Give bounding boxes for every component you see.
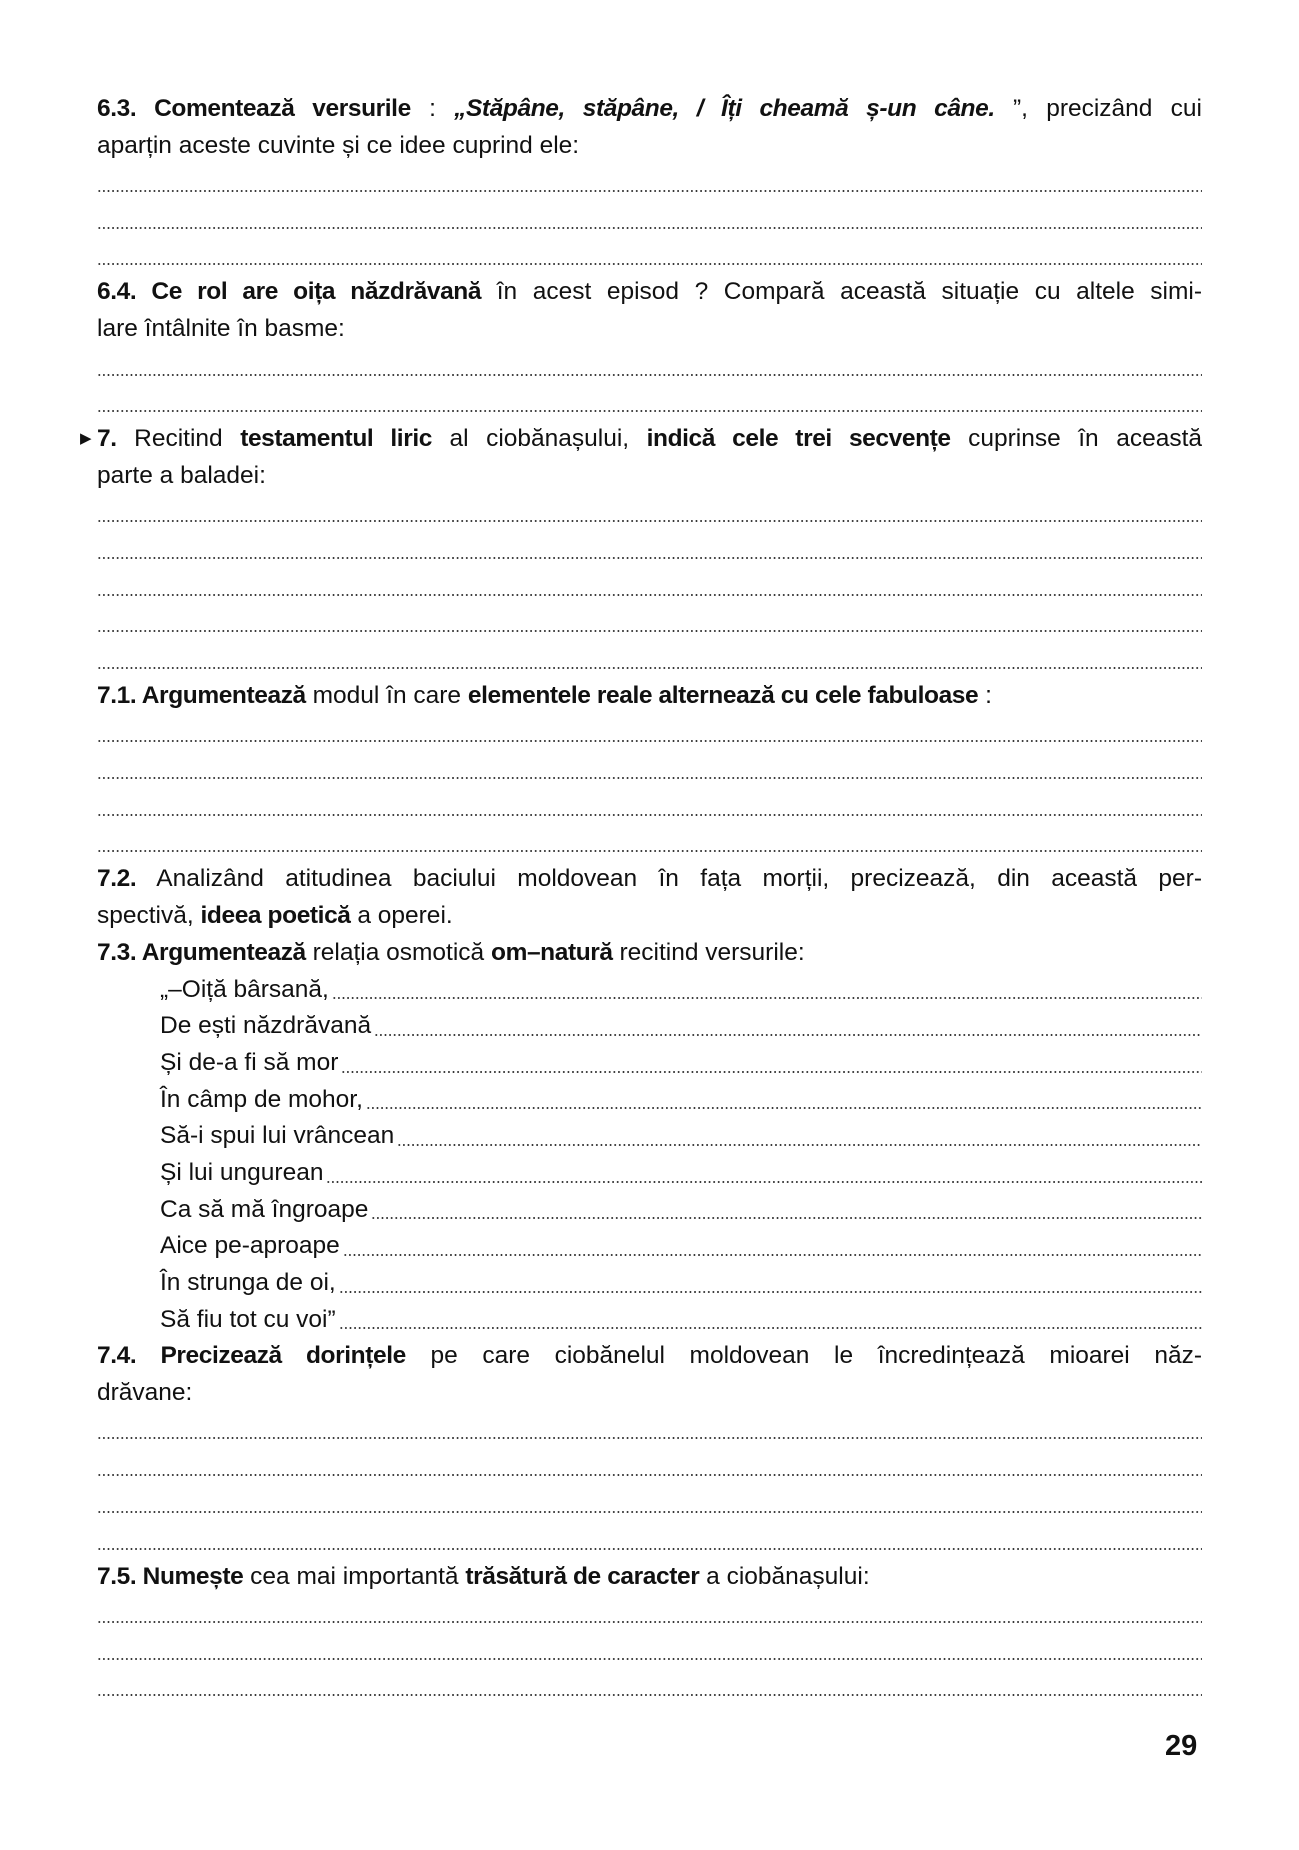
answer-line[interactable] [97, 1595, 1202, 1632]
emphasis-text: testamentul liric [240, 425, 432, 453]
text-segment: în acest episod ? Compară această situație cu altele simi- [496, 278, 1202, 306]
answer-line[interactable] [97, 568, 1202, 605]
verse-text: De ești năzdrăvană [160, 1012, 372, 1040]
worksheet-content [80, 91, 1203, 1705]
answer-line[interactable] [343, 1228, 1202, 1265]
verse-line[interactable] [97, 1118, 1202, 1155]
text-segment: Recitind [134, 425, 241, 453]
verse-line[interactable] [97, 1302, 1202, 1339]
text-segment: parte a baladei: [97, 461, 266, 489]
answer-line[interactable] [97, 825, 1202, 862]
question-text [97, 274, 1202, 311]
answer-line[interactable] [371, 1192, 1202, 1229]
text-segment: relația osmotică [312, 938, 491, 966]
answer-line[interactable] [339, 1302, 1202, 1339]
text-segment: : [429, 95, 455, 122]
question-text [97, 935, 1202, 972]
emphasis-text: 7. [97, 425, 117, 453]
verse-line[interactable] [97, 1155, 1202, 1192]
text-segment: al ciobănașului, [449, 425, 647, 453]
verse-text: Să fiu tot cu voi” [160, 1305, 336, 1333]
verse-text: În câmp de mohor, [160, 1085, 363, 1113]
answer-line[interactable] [397, 1118, 1202, 1155]
question-text [97, 311, 1202, 348]
answer-line[interactable] [97, 348, 1202, 385]
verse-line[interactable] [97, 1265, 1202, 1302]
verse-line[interactable] [97, 1008, 1202, 1045]
triangle-marker-icon: ▶ [80, 430, 92, 448]
emphasis-text: 7.5. Numește [97, 1562, 244, 1590]
verse-text: Să-i spui lui vrâncean [160, 1122, 395, 1150]
text-segment: a ciobănașului: [706, 1562, 870, 1590]
answer-line[interactable] [374, 1008, 1202, 1045]
text-segment: cea mai importantă [250, 1562, 466, 1590]
verse-line[interactable] [97, 1082, 1202, 1119]
answer-line[interactable] [97, 605, 1202, 642]
question-text [97, 91, 1202, 128]
emphasis-text: 6.4. Ce rol are oița năzdrăvană [97, 278, 482, 306]
answer-line[interactable] [332, 972, 1202, 1009]
verse-line[interactable] [97, 1228, 1202, 1265]
answer-line[interactable] [97, 788, 1202, 825]
text-segment: cuprinse în această [968, 425, 1203, 453]
question-text [97, 1375, 1202, 1412]
verse-text: Aice pe-aproape [160, 1232, 340, 1260]
emphasis-text: 7.4. Precizează dorințele [97, 1342, 406, 1370]
text-segment: modul în care [312, 682, 468, 709]
emphasis-text: indică cele trei secvențe [646, 425, 951, 453]
question-text [97, 128, 1202, 165]
emphasis-text: 7.1. Argumentează [97, 682, 306, 709]
answer-line[interactable] [341, 1045, 1202, 1082]
answer-line[interactable] [97, 238, 1202, 275]
verse-text: Și lui ungurean [160, 1158, 324, 1186]
answer-line[interactable] [339, 1265, 1202, 1302]
emphasis-text: 6.3. Comentează versurile [97, 95, 411, 122]
text-segment: recitind versurile: [619, 938, 805, 966]
emphasis-text: 7.2. [97, 865, 137, 893]
verse-line[interactable] [97, 1045, 1202, 1082]
answer-line[interactable] [97, 1448, 1202, 1485]
text-segment: aparțin aceste cuvinte și ce idee cuprind ele: [97, 131, 580, 159]
question-text [97, 861, 1202, 898]
text-segment: lare întâlnite în basme: [97, 315, 345, 343]
question-text [97, 1559, 1202, 1596]
verse-text: „–Oiță bârsană, [160, 975, 329, 1003]
answer-line[interactable] [97, 201, 1202, 238]
answer-line[interactable] [97, 1522, 1202, 1559]
emphasis-text: „Stăpâne, stăpâne, / Îți cheamă ș-un câne. [454, 95, 995, 122]
answer-line[interactable] [97, 1669, 1202, 1706]
emphasis-text: om–natură [491, 938, 613, 966]
question-text [97, 1338, 1202, 1375]
text-segment: a operei. [357, 902, 453, 930]
answer-line[interactable] [97, 385, 1202, 422]
question-text [97, 458, 1202, 495]
emphasis-text: trăsătură de caracter [465, 1562, 700, 1590]
text-segment: pe care ciobănelul moldovean le încredințează mioarei năz- [430, 1342, 1203, 1370]
answer-line[interactable] [97, 495, 1202, 532]
question-text [97, 678, 1202, 715]
question-text [80, 421, 1203, 458]
question-text [97, 898, 1202, 935]
text-segment: Analizând atitudinea baciului moldovean în fața morții, precizează, din această per- [156, 865, 1202, 893]
emphasis-text: ideea poetică [200, 902, 351, 930]
emphasis-text: 7.3. Argumentează [97, 938, 306, 966]
answer-line[interactable] [97, 751, 1202, 788]
verse-line[interactable] [97, 1192, 1202, 1229]
page-number: 29 [1165, 1730, 1198, 1762]
text-segment: drăvane: [97, 1379, 193, 1407]
verse-text: Și de-a fi să mor [160, 1048, 339, 1076]
answer-line[interactable] [366, 1082, 1202, 1119]
answer-line[interactable] [97, 641, 1202, 678]
emphasis-text: elementele reale alternează cu cele fabuloase [467, 682, 979, 709]
verse-text: Ca să mă îngroape [160, 1195, 369, 1223]
answer-line[interactable] [97, 1632, 1202, 1669]
verse-line[interactable] [97, 972, 1202, 1009]
answer-line[interactable] [326, 1155, 1202, 1192]
answer-line[interactable] [97, 164, 1202, 201]
text-segment: spectivă, [97, 902, 201, 930]
answer-line[interactable] [97, 715, 1202, 752]
answer-line[interactable] [97, 1485, 1202, 1522]
answer-line[interactable] [97, 1412, 1202, 1449]
answer-line[interactable] [97, 531, 1202, 568]
text-segment: ”, precizând cui [1013, 95, 1202, 122]
text-segment: : [985, 682, 992, 709]
verse-text: În strunga de oi, [160, 1269, 336, 1296]
